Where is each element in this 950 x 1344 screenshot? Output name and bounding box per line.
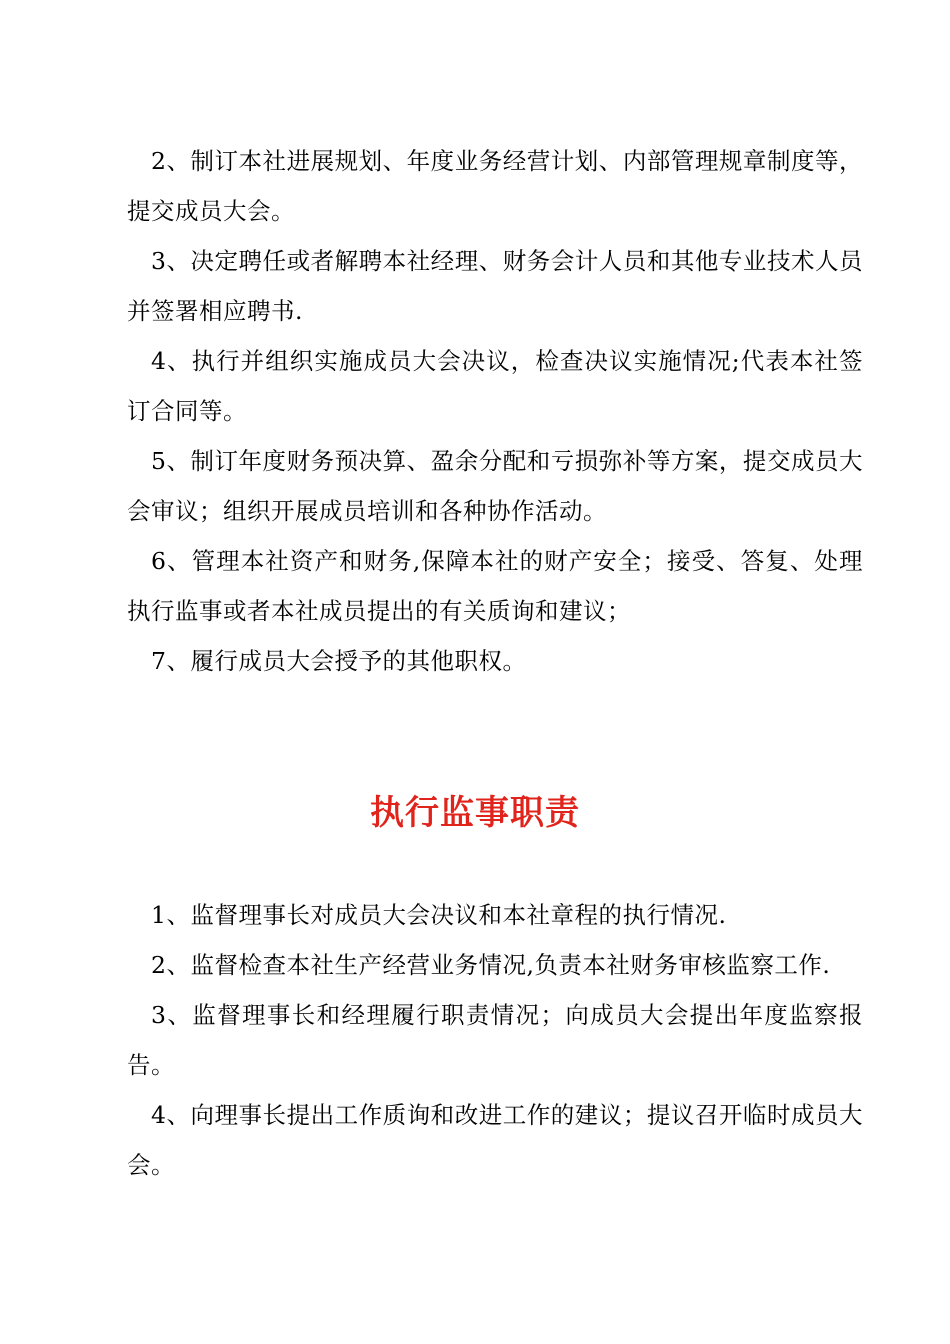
- duty-item: 5、制订年度财务预决算、盈余分配和亏损弥补等方案，提交成员大会审议；组织开展成员培训和各种协作活动。: [127, 447, 863, 525]
- duty-item: 4、执行并组织实施成员大会决议，检查决议实施情况;代表本社签订合同等。: [127, 347, 863, 425]
- duty-item: 7、履行成员大会授予的其他职权。: [151, 647, 527, 675]
- supervisor-duties-list: [127, 890, 863, 1190]
- duty-item: 3、决定聘任或者解聘本社经理、财务会计人员和其他专业技术人员并签署相应聘书.: [127, 247, 863, 325]
- duty-item: 1、监督理事长对成员大会决议和本社章程的执行情况.: [151, 901, 727, 929]
- section-heading: 执行监事职责: [370, 793, 580, 833]
- duty-item: 3、监督理事长和经理履行职责情况；向成员大会提出年度监察报告。: [127, 1001, 863, 1079]
- duty-item: 4、向理事长提出工作质询和改进工作的建议；提议召开临时成员大会。: [127, 1101, 863, 1179]
- duty-item: 2、制订本社进展规划、年度业务经营计划、内部管理规章制度等，提交成员大会。: [127, 147, 863, 225]
- duty-item: 6、管理本社资产和财务,保障本社的财产安全；接受、答复、处理执行监事或者本社成员提出的有关质询和建议；: [127, 547, 863, 625]
- director-duties-list: [127, 136, 863, 686]
- duty-item: 2、监督检查本社生产经营业务情况,负责本社财务审核监察工作.: [151, 951, 831, 979]
